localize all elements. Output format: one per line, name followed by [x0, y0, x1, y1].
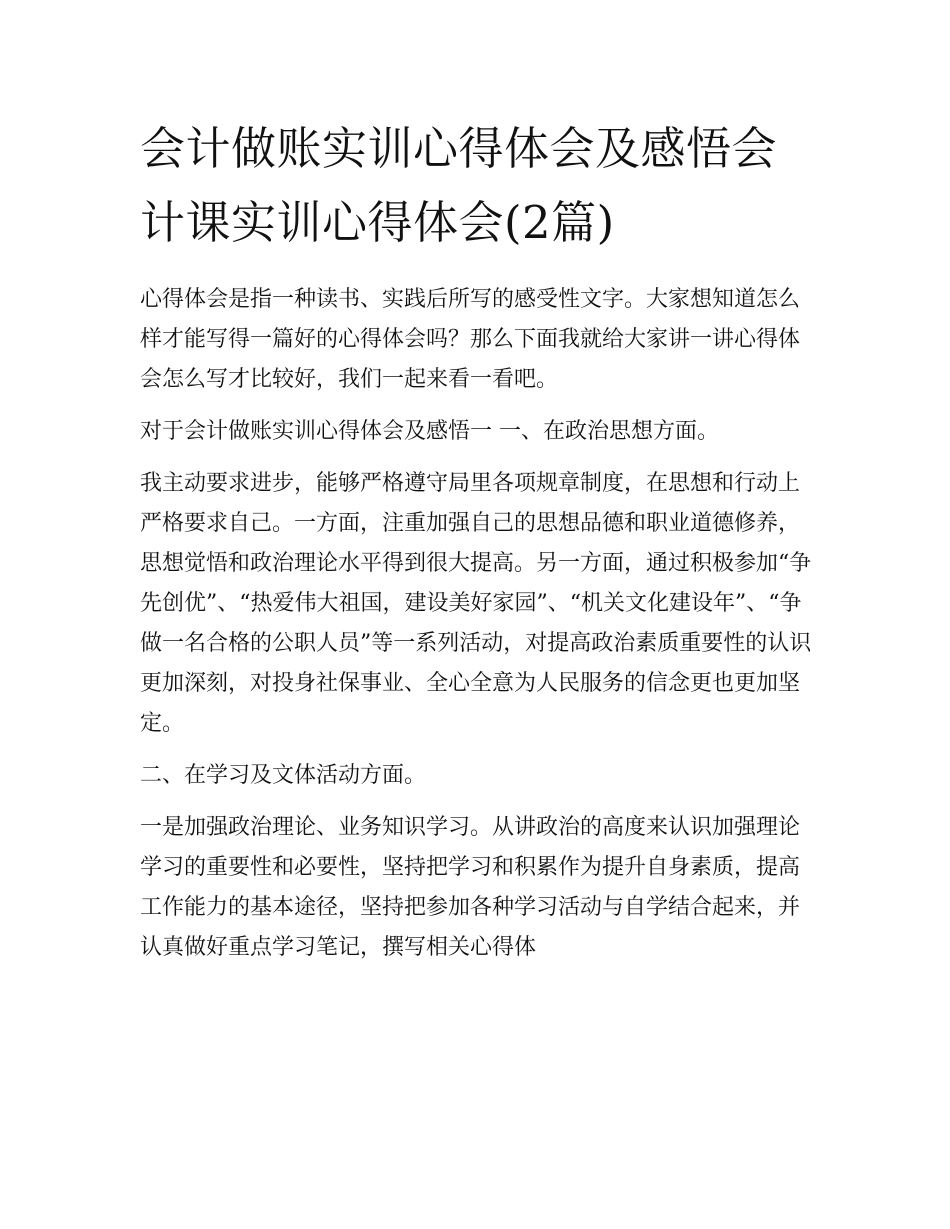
paragraph-section-heading-2: 二、在学习及文体活动方面。 [140, 763, 427, 788]
paragraph-study: 一是加强政治理论、业务知识学习。从讲政治的高度来认识加强理论学习的重要性和必要性，坚持把学习和积累作为提升自身素质，提高工作能力的基本途径，坚持把参加各种学习活动与自学结合起来，并认真做好重点学习笔记，撰写相关心得体 [140, 815, 801, 960]
paragraph-intro: 心得体会是指一种读书、实践后所写的感受性文字。大家想知道怎么样才能写得一篇好的心得体会吗？那么下面我就给大家讲一讲心得体会怎么写才比较好，我们一起来看一看吧。 [140, 287, 801, 392]
document-body [140, 280, 820, 968]
paragraph-section-heading-1: 对于会计做账实训心得体会及感悟一 一、在政治思想方面。 [140, 419, 719, 444]
paragraph-political-thought: 我主动要求进步，能够严格遵守局里各项规章制度，在思想和行动上严格要求自己。一方面，注重加强自己的思想品德和职业道德修养，思想觉悟和政治理论水平得到很大提高。另一方面，通过积极参加“争先创优”、“热爱伟大祖国，建设美好家园”、“机关文化建设年”、“争做一名合格的公职人员”等一系列活动，对提高政治素质重要性的认识更加深刻，对投身社保事业、全心全意为人民服务的信念更也更加坚定。 [140, 471, 812, 736]
document-title: 会计做账实训心得体会及感悟会计课实训心得体会(2篇) [140, 122, 778, 249]
